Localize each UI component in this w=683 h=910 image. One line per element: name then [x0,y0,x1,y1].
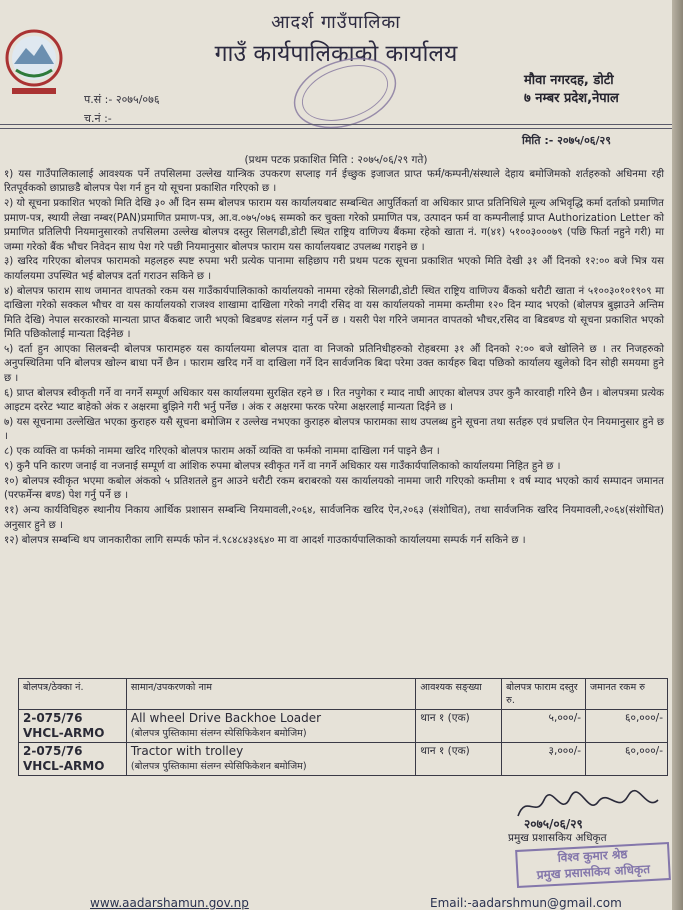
col-header-bid-no: बोलपत्र/ठेक्का नं. [19,679,127,710]
col-header-qty: आवश्यक सङ्ख्या [416,679,502,710]
item-note: (बोलपत्र पुस्तिकामा संलग्न स्पेसिफिकेशन बमोजिम) [130,761,307,772]
signatory-title: प्रमुख प्रशासकिय अधिकृत [508,832,607,844]
qty-cell: थान १ (एक) [416,743,502,776]
item-name: All wheel Drive Backhoe Loader [130,711,322,725]
col-header-fee: बोलपत्र फाराम दस्तुर रु. [502,679,586,710]
publication-subtitle: (प्रथम पटक प्रकाशित मिति : २०७५/०६/२९ गते) [244,154,428,166]
header-divider-2 [0,128,672,129]
officer-stamp-name: विश्व कुमार श्रेष्ठ [557,847,628,865]
bid-table [18,678,668,776]
clause-1: १) यस गाउँपालिकालाई आवश्यक पर्ने तपसिलमा उल्लेख यान्त्रिक उपकरण सप्लाइ गर्न ईच्छुक इजाजत प्राप्त फर्म/कम्पनी/संस्थाले देहाय बमोजिमको शर्तहरुको अधिनमा रही रितपूर्वकको छाप्राछ्डै बोलपत्र पेश गर्न हुन यो सूचना प्रकाशित गरिएको छ । [4,169,664,195]
clause-12: १२) बोलपत्र सम्बन्धि थप जानकारीका लागि सम्पर्क फोन नं.९८४८४३४६४० मा वा आदर्श गाउकार्यपालिकाको कार्यालयमा सम्पर्क गर्न सकिने छ । [4,534,526,546]
clause-8: ८) एक व्यक्ति वा फर्मको नाममा खरिद गरिएको बोलपत्र फाराम अर्को व्यक्ति वा फर्मको नाममा दाखिला गर्न पाइने छैन । [4,446,440,458]
item-cell [126,710,415,743]
municipality-name: आदर्श गाउँपालिका [271,12,401,33]
clause-9: ९) कुनै पनि कारण जनाई वा नजनाई सम्पूर्ण वा आंशिक रुपमा बोलपत्र स्वीकृत गर्ने वा नगर्ने अधिकार यस गाउँकार्यपालिकाको कार्यालयमा निहित हुने छ । [4,461,561,473]
clause-5: ५) दर्ता हुन आएका सिलबन्दी बोलपत्र फारामहरु यस कार्यालयमा बोलपत्र दाता वा निजको प्रतिनिधीहरुको रोहबरमा ३१ औं दिनको २:०० बजे खोलिने छ । तर निजहरुको अनुपस्थितिमा पनि बोलपत्र खोल्न बाधा पर्ने छैन । फाराम खरिद गर्ने वा दाखिला गर्ने दिन सार्वजनिक बिदा परेमा उक्त कार्यहरु बिदा पछिको कार्यालय खुलेको दिन सोही समयमा हुने छ । [4,343,664,384]
bid-code-cell [19,743,127,776]
clause-11: ११) अन्य कार्यविधिहरु स्थानीय निकाय आर्थिक प्रशासन सम्बन्धि नियमावली,२०६४, सार्वजनिक खरिद ऐन,२०६३ (संशोधित), तथा सार्वजनिक खरिद नियमावली,२०६४(संशोधित) अनुसार हुने छ । [4,505,664,531]
office-title: गाउँ कार्यपालिकाको कार्यालय [214,41,458,67]
table-row [19,743,668,776]
table-header-row [19,679,668,710]
bid-code: 2-075/76 [23,711,83,725]
item-cell [126,743,415,776]
header-divider [0,124,672,125]
signature-date: २०७५/०६/२९ [524,817,583,831]
officer-stamp [515,842,671,888]
notice-body [4,168,664,549]
dispatch-number: च.नं :- [84,112,112,125]
website-link[interactable]: www.aadarshamun.gov.np [90,896,249,910]
bid-code-suffix: VHCL-ARMO [23,726,105,740]
bid-code-cell [19,710,127,743]
security-cell: ६०,०००/- [586,743,668,776]
address-line-2: ७ नम्बर प्रदेश,नेपाल [524,91,619,106]
bid-code: 2-075/76 [23,744,83,758]
item-note: (बोलपत्र पुस्तिकामा संलग्न स्पेसिफिकेशन बमोजिम) [130,728,307,739]
clause-2: २) यो सूचना प्रकाशित भएको मिति देखि ३० औं दिन सम्म बोलपत्र फाराम यस कार्यालयबाट सम्बन्धित आपुर्तिकर्ता वा अधिकार प्राप्त प्रतिनिधिले मूल्य अभिवृद्धि कर्मा दर्ताको प्रमाणित प्रमाण-पत्र, स्थायी लेखा नम्बर(PAN)प्रमाणित प्रमाण-पत्र, आ.व.०७५/०७६ सम्मको कर चुक्ता गरेको प्रमाणित पत्र, उत्पादन फर्म वा कम्पनीलाई प्राप्त Authorization Letter को प्रमाणित प्रतिलिपी नियमानुसारको तपसिलमा उल्लेख बोलपत्र दस्तुर सिलगढी,डोटी स्थित राष्ट्रिय वाणिज्य बैंकमा रहेको खाता नं. ग(४१) ५१००३०००७९ (पछि फिर्ता नहुने गरी) मा जम्मा गरेको बैंक भौचर निवेदन साथ पेश गरे पछी नियमानुसार बोलपत्र फाराम यस कार्यालयबाट उपलब्ध गराइने छ । [4,198,664,253]
page-edge-shadow [672,0,683,910]
col-header-security: जमानत रकम रु [586,679,668,710]
bid-code-suffix: VHCL-ARMO [23,759,105,773]
col-header-item: सामान/उपकरणको नाम [126,679,415,710]
clause-7: ७) यस सूचनामा उल्लेखित भएका कुराहरु यसै सूचना बमोजिम र उल्लेख नभएका कुराहरु बोलपत्र फारामका साथ उपलब्ध हुने सूचना तथा सर्तहरु एवं प्रचलित ऐन नियमानुसार हुने छ । [4,416,664,443]
officer-stamp-title: प्रमुख प्रसासकिय अधिकृत [536,862,651,882]
item-name: Tractor with trolley [130,744,244,758]
clause-10: १०) बोलपत्र स्वीकृत भएमा कबोल अंकको ५ प्रतिशतले हुन आउने धरौटी रकम बराबरको यस कार्यालयको नाममा जारी गरिएको कम्तीमा १ वर्ष म्याद भएको कार्य सम्पादन जमानत (परफर्मेन्स बण्ड) पेश गर्नु पर्ने छ । [4,476,664,502]
email-contact[interactable]: Email:-aadarshmun@gmail.com [430,896,622,910]
qty-cell: थान १ (एक) [416,710,502,743]
clause-3: ३) खरिद गरिएका बोलपत्र फारामको महलहरु स्पष्ट रुपमा भरी प्रत्येक पानामा सहिछाप गरी प्रथम पटक सूचना प्रकाशित भएको मिति देखी ३१ औं दिनको १२:०० बजे भित्र यस कार्यालयमा उपस्थित भई बोलपत्र दर्ता गराउन सकिने छ । [4,256,664,282]
security-cell: ६०,०००/- [586,710,668,743]
clause-4: ४) बोलपत्र फाराम साथ जमानत वापतको रकम यस गाउँकार्यपालिकाको कार्यालयको नाममा रहेको सिलगढी,डोटी स्थित राष्ट्रिय वाणिज्य बैंकको धरौटी खाता नं ५१००३०१०१९०९ मा दाखिला गरेको सक्कल भौचर वा यस कार्यालयको राजश्व शाखामा दाखिला गरेको नगदी रसिद वा यस कार्यालयको नाममा कम्तीमा १२० दिन म्याद भएको (बोलपत्र बुझाउने अन्तिम मिति देखि) नेपाल सरकारको मान्यता प्राप्त बैंकबाट जारी भएको बिडबण्ड संलग्न गर्नु पर्ने छ । यसरी पेश गरिने जमानत वापतको भौचर,रसिद वा बिडबण्ड यो सूचना प्रकाशित भएको मिति पछिकोलाई मान्यता दिईनेछ । [4,285,664,340]
address-line-1: मौवा नगरदह, डोटी [524,73,614,88]
table-row [19,710,668,743]
fee-cell: ५,०००/- [502,710,586,743]
reference-number: प.सं :- २०७५/०७६ [84,93,160,106]
fee-cell: ३,०००/- [502,743,586,776]
notice-date: मिति :- २०७५/०६/२९ [522,134,611,147]
clause-6: ६) प्राप्त बोलपत्र स्वीकृती गर्ने वा नगर्ने सम्पूर्ण अधिकार यस कार्यालयमा सुरक्षित रहने छ । रित नपुगेका र म्याद नाघी आएका बोलपत्र उपर कुनै कारवाही गरिने छैन । बोलपत्रमा प्रत्येक आइटम दररेट भ्याट बाहेको अंक र अक्षरमा बुझिने गरी भर्नु पर्नेछ । अंक र अक्षरमा फरक परेमा अक्षरलाई मान्यता दिईने छ । [4,387,664,413]
